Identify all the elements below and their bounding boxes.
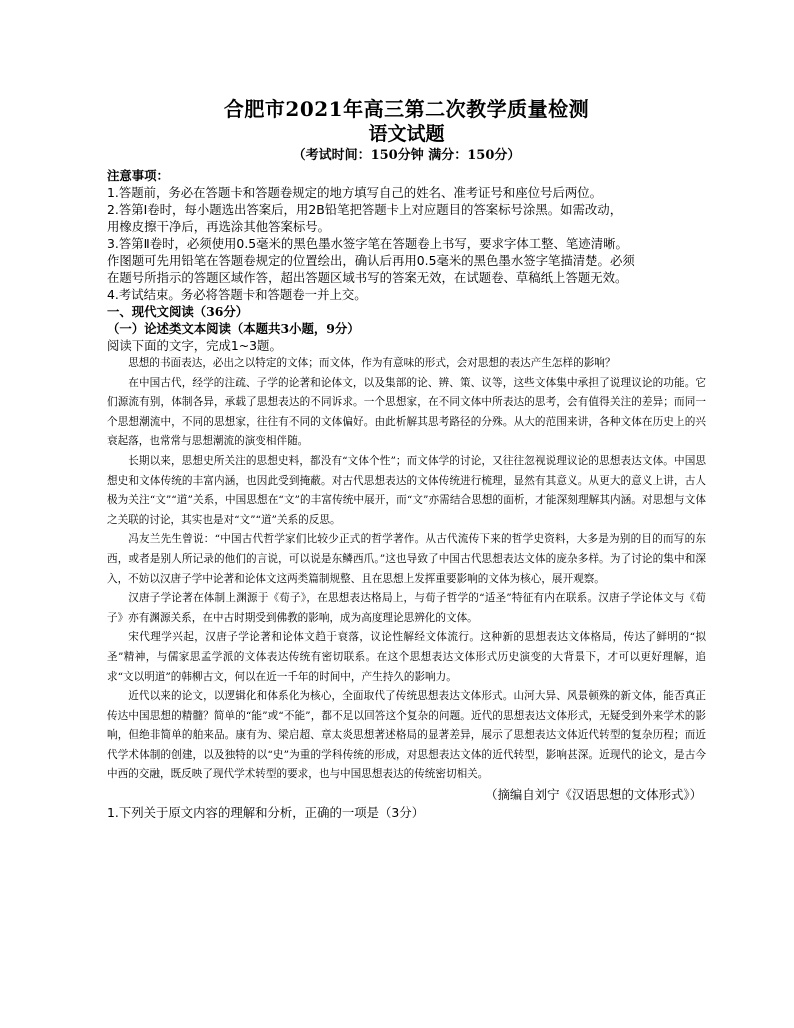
subsection-heading: （一）论述类文本阅读（本题共3小题，9分） [107,321,360,336]
section-heading: 一、现代文阅读（36分） [107,304,249,319]
notes-line: 用橡皮擦干净后，再选涂其他答案标号。 [107,219,331,234]
exam-title: 合肥市2021年高三第二次教学质量检测 [223,97,590,121]
passage-paragraph: 近代以来的论文，以逻辑化和体系化为核心，全面取代了传统思想表达文体形式。山河大异、风景顿殊的新文体，能否真正传达中国思想的精髓？简单的“能”或“不能”，都不足以回答这个复杂的问题。近代的思想表达文体形式，无疑受到外来学术的影响，但绝非简单的舶来品。康有为、梁启超、章太炎思想著述格局的显著差异，展示了思想表达文体近代转型的复杂历程；而近代学术体制的创建，以及独特的以“史”为重的学科传统的形成，对思想表达文体的近代转型，影响甚深。近现代的论文，是古今中西的交融，既反映了现代学术转型的要求，也与中国思想表达的传统密切相关。 [107,690,706,781]
notes-line: 3.答第Ⅱ卷时，必须使用0.5毫米的黑色墨水签字笔在答题卷上书写，要求字体工整、笔迹清晰。 [107,236,628,251]
exam-subject: 语文试题 [368,123,445,145]
passage-paragraph: 宋代理学兴起，汉唐子学论著和论体文趋于衰落，议论性解经文体流行。这种新的思想表达文体格局，传达了鲜明的“拟圣”精神，与儒家思孟学派的文体表达传统有密切联系。在这个思想表达文体形式历史演变的大背景下，才可以更好理解，追求“文以明道”的韩柳古文，何以在近一千年的时间中，产生持久的影响力。 [107,631,706,683]
passage-paragraph: 思想的书面表达，必出之以特定的文体；而文体，作为有意味的形式，会对思想的表达产生怎样的影响？ [128,357,616,369]
passage-attribution: （摘编自刘宁《汉语思想的文体形式》） [485,787,702,803]
notes-line: 2.答第Ⅰ卷时，每小题选出答案后，用2B铅笔把答题卡上对应题目的答案标号涂黑。如需改动， [107,202,623,217]
notes-section [107,167,706,303]
passage-paragraph: 汉唐子学论著在体制上渊源于《荀子》，在思想表达格局上，与荀子哲学的“适圣”特征有内在联系。汉唐子学论体文与《荀子》亦有渊源关系，在中古时期受到佛教的影响，成为高度理论思辨化的文体。 [107,592,706,624]
reading-passage [107,354,706,785]
notes-line: 1.答题前，务必在答题卡和答题卷规定的地方填写自己的姓名、准考证号和座位号后两位。 [107,185,603,200]
notes-line: 作图题可先用铅笔在答题卷规定的位置绘出，确认后再用0.5毫米的黑色墨水签字笔描清楚。必须 [107,253,635,268]
reading-instruction: 阅读下面的文字，完成1~3题。 [107,338,282,353]
question-1: 1.下列关于原文内容的理解和分析，正确的一项是（3分） [107,805,425,821]
passage-paragraph: 在中国古代，经学的注疏、子学的论著和论体文，以及集部的论、辨、策、议等，这些文体集中承担了说理议论的功能。它们源流有别，体制各异，承载了思想表达的不同诉求。一个思想家，在不同文体中所表达的思考，会有值得关注的差异；而同一个思想潮流中，不同的思想家，往往有不同的文体偏好。由此析解其思考路径的分殊。从大的范围来讲，各种文体在历史上的兴衰起落，也常常与思想潮流的演变相伴随。 [107,376,706,448]
exam-time-score: （考试时间：150分钟 满分：150分） [292,148,521,163]
notes-line: 4.考试结束。务必将答题卡和答题卷一并上交。 [107,287,367,302]
notes-heading: 注意事项： [107,168,169,183]
passage-paragraph: 冯友兰先生曾说：“中国古代哲学家们比较少正式的哲学著作。从古代流传下来的哲学史资料，大多是为别的目的而写的东西，或者是别人所记录的他们的言说，可以说是东鳞西爪。”这也导致了中国古代思想表达文体的庞杂多样。为了讨论的集中和深入，不妨以汉唐子学中论著和论体文这两类篇制规整、且在思想上发挥重要影响的文体为核心，展开观察。 [107,533,706,585]
passage-paragraph: 长期以来，思想史所关注的思想史料，都没有“文体个性”；而文体学的讨论，又往往忽视说理议论的思想表达文体。中国思想史和文体传统的丰富内涵，也因此受到掩蔽。对古代思想表达的文体传统进行梳理，显然有其意义。从更大的意义上讲，古人极为关注“文”“道”关系，中国思想在“文”的丰富传统中展开，而“文”亦需结合思想的面析，才能深刻理解其内涵。对思想与文体之关联的讨论，其实也是对“文”“道”关系的反思。 [107,454,706,526]
notes-line: 在题号所指示的答题区域作答，超出答题区域书写的答案无效，在试题卷、草稿纸上答题无效。 [107,270,628,285]
